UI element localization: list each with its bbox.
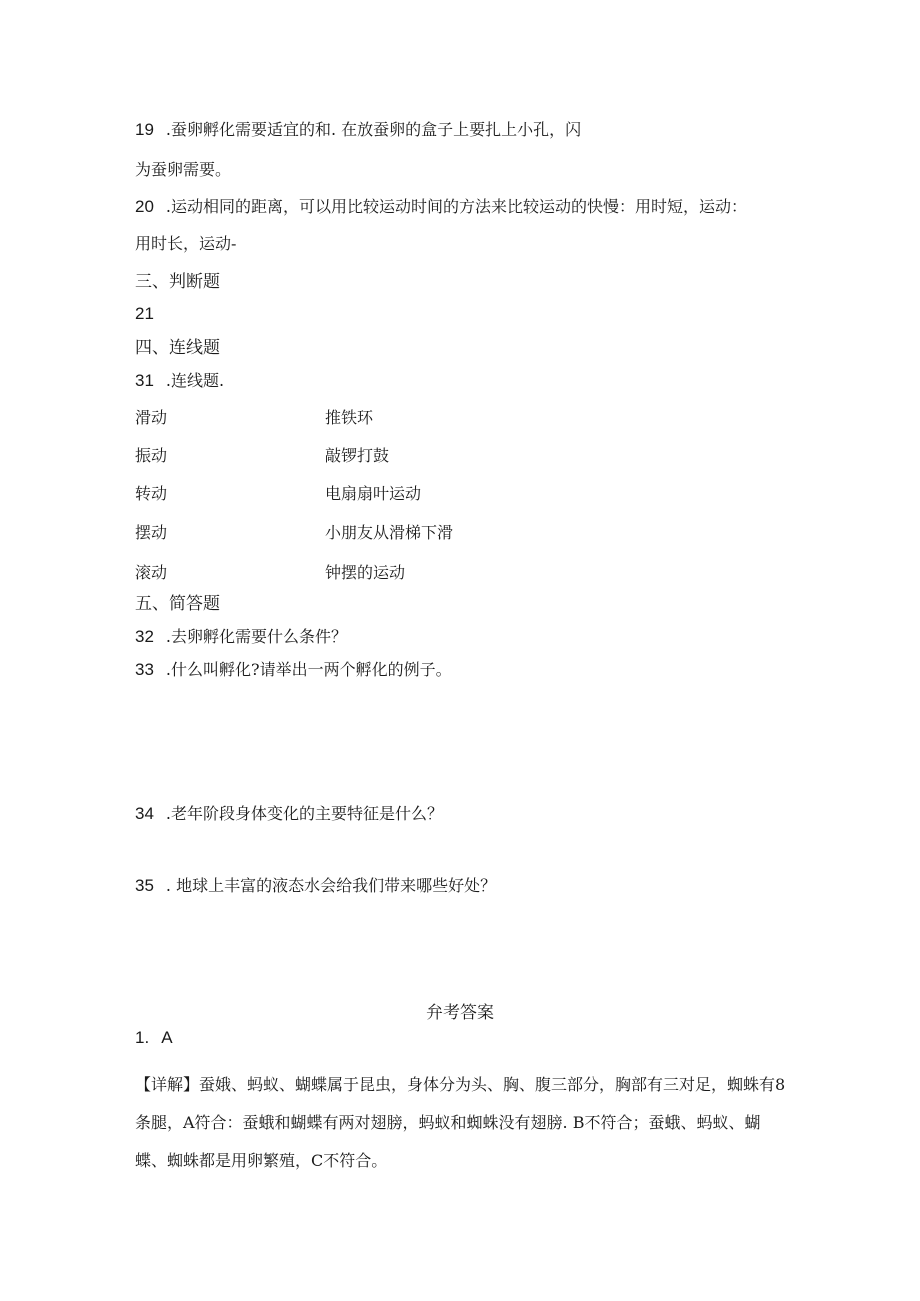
question-number: 32 xyxy=(135,627,154,646)
question-text: .什么叫孵化?请举出一两个孵化的例子。 xyxy=(165,660,452,679)
match-right-item: 小朋友从滑梯下滑 xyxy=(325,523,454,542)
match-right-item: 敲锣打鼓 xyxy=(325,446,390,465)
question-number: 34 xyxy=(135,804,154,823)
question-text: .运动相同的距离，可以用比较运动时间的方法来比较运动的快慢：用时短，运动： xyxy=(165,197,748,216)
match-left-item: 摆动 xyxy=(135,523,168,542)
question-number: 20 xyxy=(135,197,154,216)
question-35 xyxy=(135,876,496,896)
answer-value: A xyxy=(161,1028,173,1047)
match-right-item: 钟摆的运动 xyxy=(325,563,406,582)
answer-detail: 【详解】蚕娥、蚂蚁、蝴蝶属于昆虫，身体分为头、胸、腹三部分，胸部有三对足，蜘蛛有8条腿，A符合：蚕蛾和蝴蝶有两对翅膀，蚂蚁和蜘蛛没有翅膀. B不符合；蚕蛾、蚂蚁、蝴蝶、蜘蛛都是用卵繁殖，C不符合。 xyxy=(135,1075,786,1170)
match-left-item: 滑动 xyxy=(135,408,168,427)
question-text: .老年阶段身体变化的主要特征是什么？ xyxy=(165,804,444,823)
question-text: . 地球上丰富的液态水会给我们带来哪些好处？ xyxy=(165,876,497,895)
question-text: .去卵孵化需要什么条件？ xyxy=(165,627,348,646)
question-34 xyxy=(135,804,443,824)
question-32 xyxy=(135,627,347,647)
question-20 xyxy=(135,197,747,217)
section-4-title: 四、连线题 xyxy=(135,338,220,358)
question-number: 31 xyxy=(135,371,154,390)
question-21-number: 21 xyxy=(135,304,154,323)
question-text: .连线题. xyxy=(165,371,225,390)
match-right-item: 推铁环 xyxy=(325,408,374,427)
question-number: 19 xyxy=(135,120,154,139)
question-20-continued: 用时长，运动- xyxy=(135,234,237,253)
question-33 xyxy=(135,660,452,680)
answer-number: 1. xyxy=(135,1028,150,1047)
answers-title: 弁考答案 xyxy=(426,1003,494,1023)
match-right-item: 电扇扇叶运动 xyxy=(325,484,422,503)
question-31 xyxy=(135,371,224,391)
question-text: .蚕卵孵化需要适宜的和. 在放蚕卵的盒子上要扎上小孔，闪 xyxy=(165,120,582,139)
section-3-title: 三、判断题 xyxy=(135,272,220,292)
question-19-continued: 为蚕卵需要。 xyxy=(135,160,232,179)
question-number: 33 xyxy=(135,660,154,679)
match-left-item: 转动 xyxy=(135,484,168,503)
section-5-title: 五、简答题 xyxy=(135,594,220,614)
question-19 xyxy=(135,120,581,140)
match-left-item: 滚动 xyxy=(135,563,168,582)
match-left-item: 振动 xyxy=(135,446,168,465)
question-number: 35 xyxy=(135,876,154,895)
answer-1 xyxy=(135,1028,185,1048)
